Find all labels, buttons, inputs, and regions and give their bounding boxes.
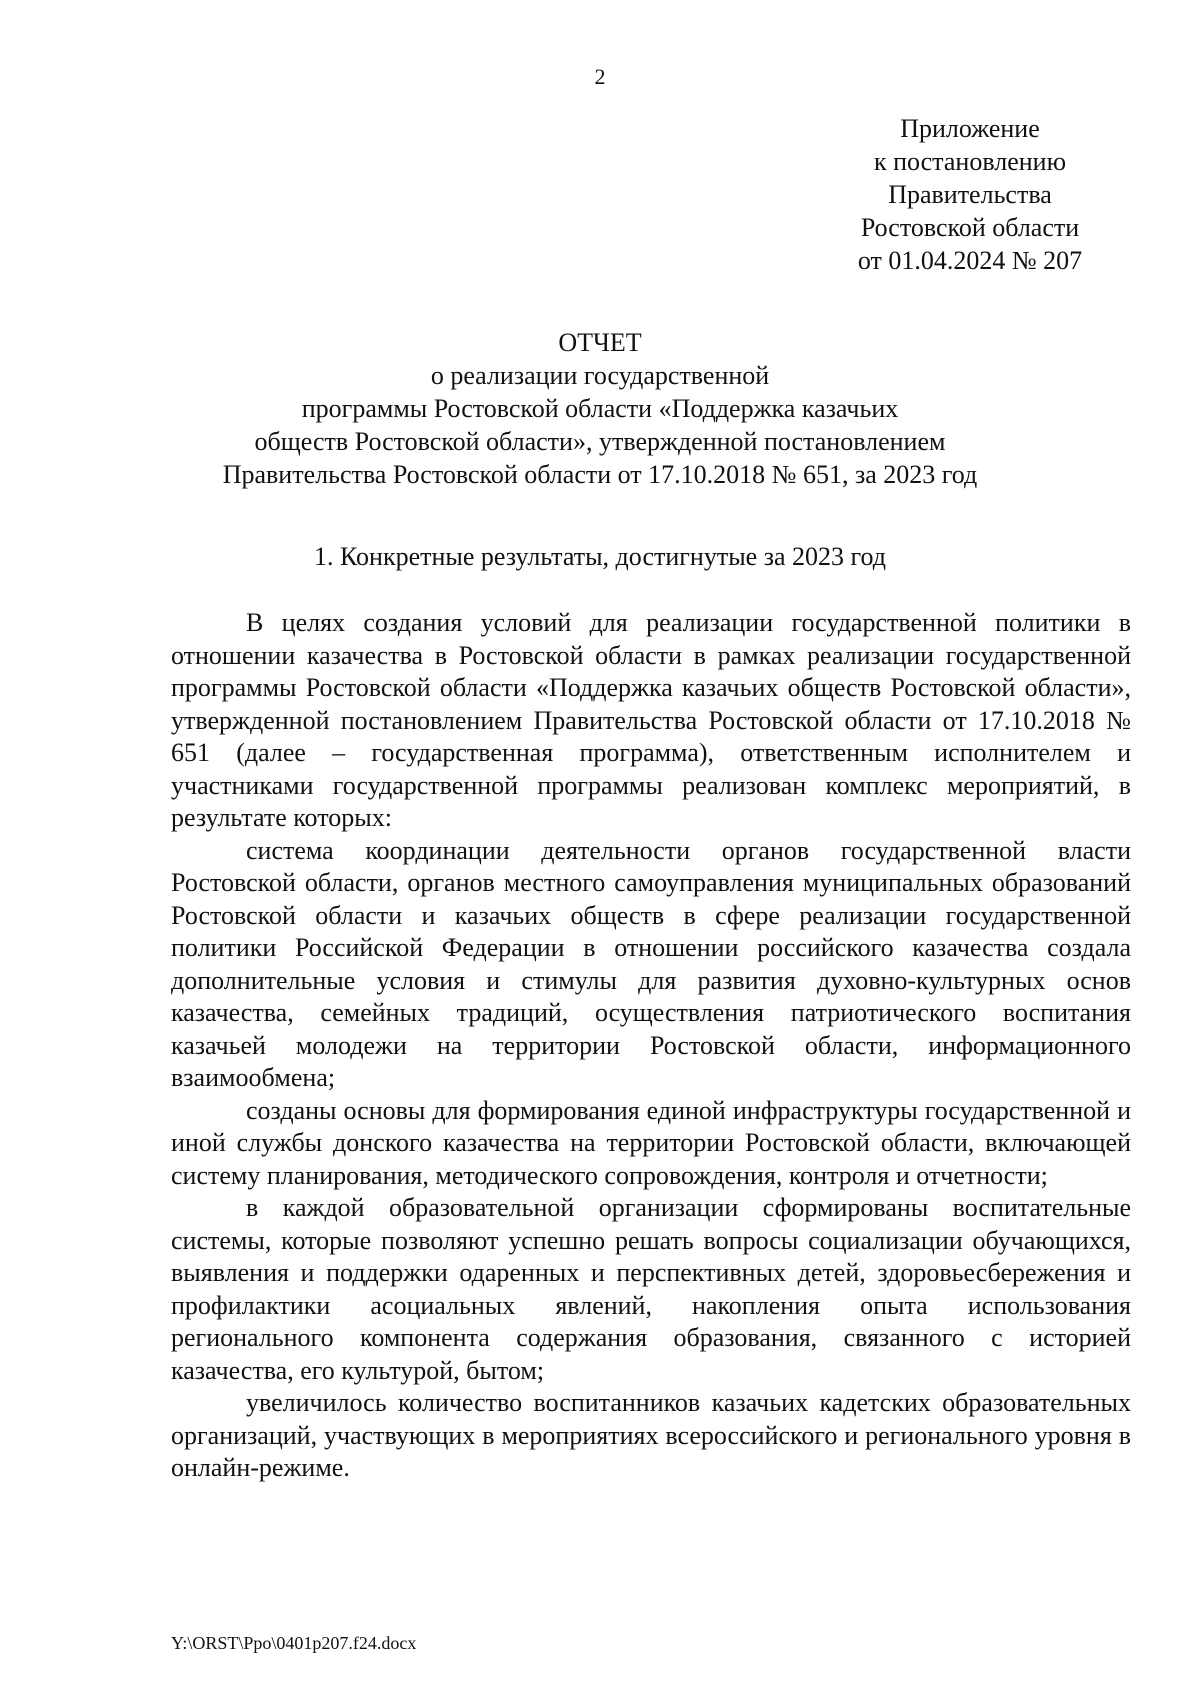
report-subtitle-line: Правительства Ростовской области от 17.10.2018 № 651, за 2023 год <box>222 460 978 489</box>
body-text <box>171 607 1131 1485</box>
paragraph: в каждой образовательной организации сформированы воспитательные системы, которые позволяют успешно решать вопросы социализации обучающихся, выявления и поддержки одаренных и перспективных детей, здоровьесбережения и профилактики асоциальных явлений, накопления опыта использования регионального компонента содержания образования, связанного с историей казачества, его культурой, бытом; <box>171 1193 1131 1385</box>
report-title: ОТЧЕТ <box>558 328 642 357</box>
report-subtitle-line: о реализации государственной <box>430 361 770 390</box>
paragraph: система координации деятельности органов государственной власти Ростовской области, органов местного самоуправления муниципальных образований Ростовской области и казачьих обществ в сфере реализации государственной политики Российской Федерации в отношении российского казачества создала дополнительные условия и стимулы для развития духовно-культурных основ казачества, семейных традиций, осуществления патриотического воспитания казачьей молодежи на территории Ростовской области, информационного взаимообмена; <box>171 835 1131 1092</box>
page-number: 2 <box>594 64 606 89</box>
section-heading: 1. Конкретные результаты, достигнутые за 2023 год <box>313 542 887 571</box>
report-subtitle-line: обществ Ростовской области», утвержденной постановлением <box>254 427 946 456</box>
appendix-line: от 01.04.2024 № 207 <box>857 246 1083 275</box>
report-subtitle-line: программы Ростовской области «Поддержка казачьих <box>301 394 899 423</box>
footer-file-path: Y:\ORST\Ppo\0401p207.f24.docx <box>171 1633 417 1653</box>
appendix-line: Приложение <box>900 114 1040 143</box>
paragraph: созданы основы для формирования единой инфраструктуры государственной и иной службы донского казачества на территории Ростовской области, включающей систему планирования, методического сопровождения, контроля и отчетности; <box>171 1095 1131 1190</box>
paragraph: увеличилось количество воспитанников казачьих кадетских образовательных организаций, участвующих в мероприятиях всероссийского и регионального уровня в онлайн-режиме. <box>171 1388 1131 1482</box>
appendix-line: Ростовской области <box>860 213 1080 242</box>
report-title-block <box>0 326 1200 491</box>
appendix-block <box>820 112 1120 277</box>
appendix-line: к постановлению <box>873 147 1067 176</box>
appendix-line: Правительства <box>888 180 1052 209</box>
paragraph: В целях создания условий для реализации государственной политики в отношении казачества в Ростовской области в рамках реализации государственной программы Ростовской области «Поддержка казачьих обществ Ростовской области», утвержденной постановлением Правительства Ростовской области от 17.10.2018 № 651 (далее – государственная программа), ответственным исполнителем и участниками государственной программы реализован комплекс мероприятий, в результате которых: <box>171 608 1131 832</box>
